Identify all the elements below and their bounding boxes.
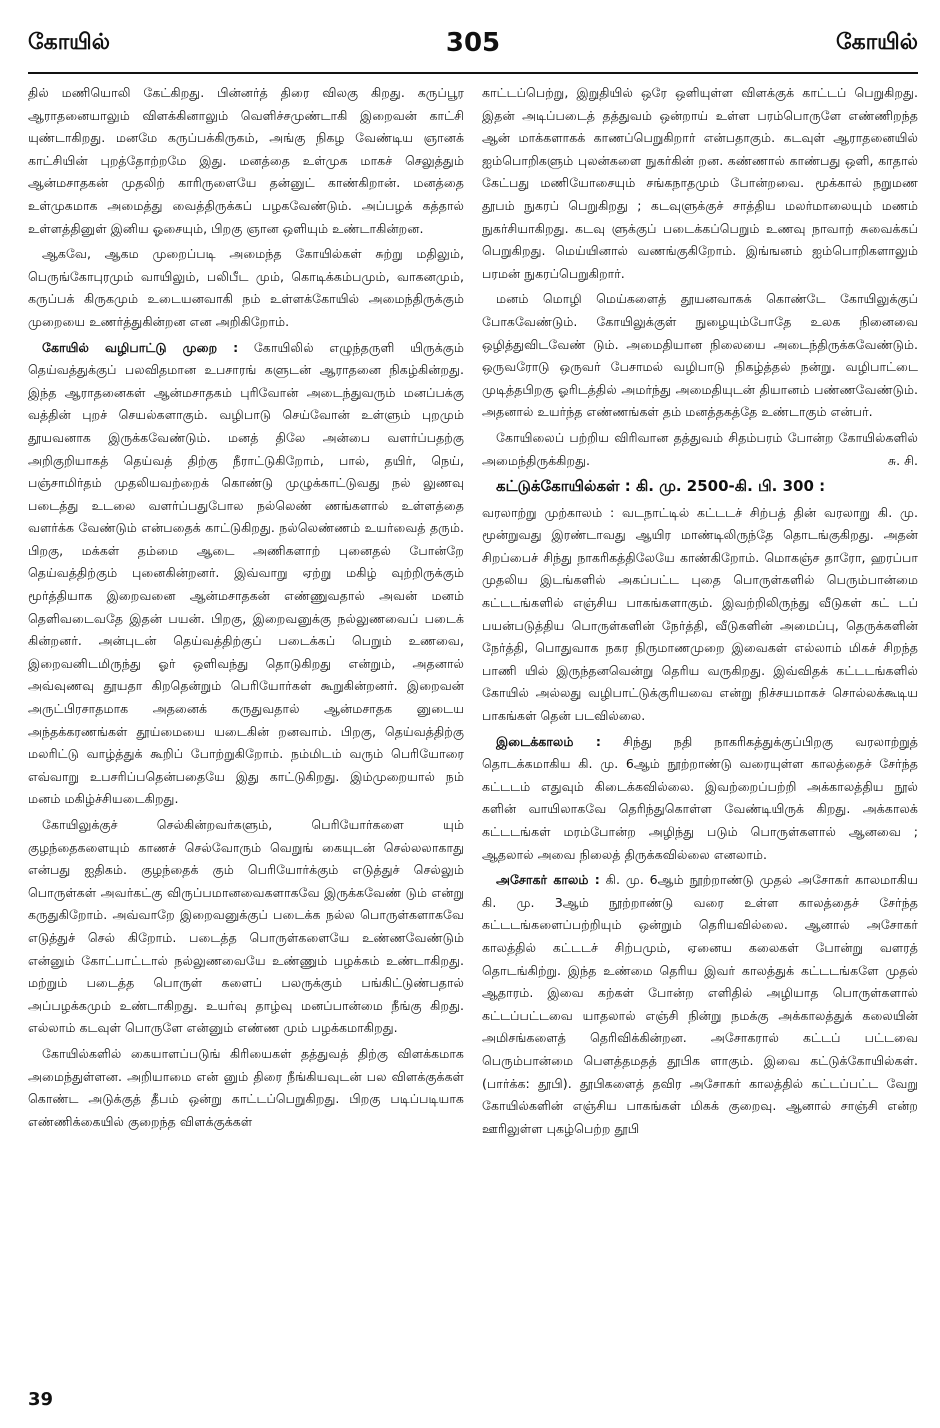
right-column [482, 82, 918, 1370]
middle-period-lead: இடைக்காலம் : [496, 733, 601, 749]
left-paragraph-5: கோயில்களில் கையாளப்படுங் கிரியைகள் தத்துவத் திற்கு விளக்கமாக அமைந்துள்ளன. அறியாமை என் னும் திரை நீங்கியவுடன் பல விளக்குக்கள் கொண்ட அடுக்குத் தீபம் ஒன்று காட்டப்பெறுகிறது. பிறகு படிப்படியாக எண்ணிக்கையில் குறைந்த விளக்குக்கள் [28, 1045, 464, 1129]
worship-method-lead: கோயில் வழிபாட்டு முறை : [42, 339, 239, 355]
left-paragraph-4: கோயிலுக்குச் செல்கின்றவர்களும், பெரியோர்களை யும் குழந்தைகளையும் காணச் செல்வோரும் வெறுங் கையுடன் செல்லலாகாது என்பது ஐதிகம். குழந்தைக் கும் பெரியோர்க்கும் எடுத்துச் செல்லும் பொருள்கள் அவர்கட்கு விருப்பமானவைகளாகவே இருக்கவேண் டும் என்று கருதுகிறோம். அவ்வாறே இறைவனுக்குப் படைக்க நல்ல பொருள்களாகவே எடுத்துச் செல் கிறோம். படைத்த பொருள்களையே உண்ணவேண்டும் என்னும் கோட்பாட்டால் நல்லுணவையே உண்ணும் பழக்கம் உண்டாகிறது. மற்றும் படைத்த பொருள் களைப் பலருக்கும் பங்கிட்டுண்பதால் அப்பழக்கமும் உண்டாகிறது. உயர்வு தாழ்வு மனப்பான்மை நீங்கு கிறது. எல்லாம் கடவுள் பொருளே என்னும் எண்ண மும் பழக்கமாகிறது. [28, 817, 464, 1036]
right-paragraph-1: காட்டப்பெற்று, இறுதியில் ஒரே ஒளியுள்ள விளக்குக் காட்டப் பெறுகிறது. இதன் அடிப்படைத் தத்துவம் ஒன்றாய் உள்ள பரம்பொருளே எண்ணிறந்த ஆன் மாக்களாகக் காணப்பெறுகிறார் என்பதாகும். கடவுள் ஆராதனையில் ஐம்பொறிகளும் புலன்களை நுகர்கின் றன. கண்ணால் காண்பது ஒளி, காதால் கேட்பது மணியோசையும் சங்கநாதமும் போன்றவை. மூக்கால் நறுமண தூபம் நுகரப் பெறுகிறது ; கடவுளுக்குச் சாத்திய மலர்மாலையும் மணம் நுகர்சியாகிறது. கடவு ளுக்குப் படைக்கப்பெறும் உணவு நாவாற் சுவைக்கப் பெறுகிறது. மெய்யினால் வணங்குகிறோம். இங்ஙனம் ஐம்பொறிகளாலும் பரமன் நுகரப்பெறுகிறார். [482, 85, 918, 281]
running-header [28, 28, 918, 74]
left-paragraph-3 [28, 337, 464, 811]
section-heading-dates: கி. மு. 2500-கி. பி. 300 : [630, 477, 826, 496]
right-paragraph-5 [482, 731, 918, 867]
right-paragraph-2: மனம் மொழி மெய்களைத் தூயனவாகக் கொண்டே கோயிலுக்குப் போகவேண்டும். கோயிலுக்குள் நுழையும்போதே உலக நினைவை ஒழித்துவிடவேண் டும். அமைதியான நிலையை அடைந்திருக்கவேண்டும். ஒருவரோடு ஒருவர் பேசாமல் வழிபாடு நிகழ்த்தல் நன்று. வழிபாட்டை முடித்தபிறகு ஓரிடத்தில் அமர்ந்து அமைதியுடன் தியானம் பண்ணவேண்டும். அதனால் உயர்ந்த எண்ணங்கள் தம் மனத்தகத்தே உண்டாகும் என்பர். [482, 291, 918, 420]
header-right-title: கோயில் [835, 30, 918, 55]
left-column [28, 82, 464, 1370]
right-paragraph-3 [482, 427, 918, 472]
folio-number: 39 [28, 1389, 54, 1410]
right-paragraph-6-text: கி. மு. 6ஆம் நூற்றாண்டு முதல் அசோகர் காலமாகிய கி. மு. 3ஆம் நூற்றாண்டு வரை உள்ள காலத்தைச் சேர்ந்த கட்டடங்களைப்பற்றியும் ஒன்றும் தெரியவில்லை. ஆனால் அசோகர் காலத்தில் கட்டடச் சிற்பமும், ஏனைய கலைகள் போன்று வளரத் தொடங்கிற்று. இந்த உண்மை தெரிய இவர் காலத்துக் கட்டடங்களே முதல் ஆதாரம். இவை கற்கள் போன்ற எளிதில் அழியாத பொருள்களால் கட்டப்பட்டவை யாதலால் எஞ்சி நின்று நமக்கு அக்காலத்துக் கலையின் அமிசங்களைத் தெரிவிக்கின்றன. அசோகரால் கட்டப் பட்டவை பெரும்பான்மை பௌத்தமதத் தூபிக ளாகும். இவை கட்டுக்கோயில்கள். (பார்க்க: தூபி). தூபிகளைத் தவிர அசோகர் காலத்தில் கட்டப்பட்ட வேறு கோயில்களின் எஞ்சிய பாகங்கள் மிகக் குறைவு. ஆனால் சாஞ்சி என்ற ஊரிலுள்ள புகழ்பெற்ற தூபி [482, 872, 918, 1136]
page-number: 305 [445, 28, 501, 58]
right-paragraph-6 [482, 869, 918, 1140]
left-paragraph-3-text: கோயிலில் எழுந்தருளி யிருக்கும் தெய்வத்துக்குப் பலவிதமான உபசாரங் களுடன் ஆராதனை நிகழ்கின்றது. இந்த ஆராதனைகள் ஆன்மசாதகம் புரிவோன் அடைந்துவரும் மனப்பக்கு வத்தின் புறச் செயல்களாகும். வழிபாடு செய்வோன் உள்ளும் புறமும் தூயவனாக இருக்கவேண்டும். மனத் திலே அன்பை வளர்ப்பதற்கு அறிகுறியாகத் தெய்வத் திற்கு நீராட்டுகிறோம், பால், தயிர், நெய், பஞ்சாமிர்தம் முதலியவற்றைக் கொண்டு முழுக்காட்டுவது நல் லுணவு படைத்து உடலை வளர்ப்பதுபோல நல்லெண் ணங்களால் உள்ளத்தை வளர்க்க வேண்டும் என்பதைக் காட்டுகிறது. நல்லெண்ணம் உயர்வைத் தரும். பிறகு, மக்கள் தம்மை ஆடை அணிகளாற் புனைதல் போன்றே தெய்வத்திற்கும் புனைகின்றனர். இவ்வாறு ஏற்று மகிழ் வுற்றிருக்கும் மூர்த்தியாக இறைவனை ஆன்மசாதகன் எண்ணுவதால் அவன் மனம் தெளிவடைவதே இதன் பயன். பிறகு, இறைவனுக்கு நல்லுணவைப் படைக் கின்றனர். அன்புடன் தெய்வத்திற்குப் படைக்கப் பெறும் உணவை, இறைவனிடமிருந்து ஓர் ஒளிவந்து தொடுகிறது என்றும், அதனால் அவ்வுணவு தூயதா கிறதென்றும் பெரியோர்கள் கூறுகின்றனர். இறைவன் அருட்பிரசாதமாக அதனைக் கருதுவதால் ஆன்மசாதக னுடைய அந்தக்கரணங்கள் தூய்மையை யடைகின் றனவாம். பிறகு, தெய்வத்திற்கு மலரிட்டு வாழ்த்துக் கூறிப் போற்றுகிறோம். நம்மிடம் வரும் பெரியோரை எவ்வாறு உபசரிப்பதென்பதையே இது காட்டுகிறது. இம்முறையால் நம் மனம் மகிழ்ச்சியடைகிறது. [28, 339, 464, 807]
author-initials: சு. சி. [887, 452, 918, 468]
section-heading-title: கட்டுக்கோயில்கள் : [496, 477, 631, 496]
section-heading [482, 475, 918, 499]
right-paragraph-4: வரலாற்று முற்காலம் : வடநாட்டில் கட்டடச் சிற்பத் தின் வரலாறு கி. மு. மூன்றுவது இரண்டாவது ஆயிர மாண்டிலிருந்தே தொடங்குகிறது. அதன் சிறப்பைச் சிந்து நாகரிகத்திலேயே காண்கிறோம். மொகஞ்ச தாரோ, ஹரப்பா முதலிய இடங்களில் அகப்பட்ட புதை பொருள்களில் பெரும்பான்மை கட்டடங்களில் எஞ்சிய பாகங்களாகும். இவற்றிலிருந்து வீடுகள் கட் டப் பயன்படுத்திய பொருள்களின் நேர்த்தி, வீடுகளின் அமைப்பு, தெருக்களின் நேர்த்தி, பொதுவாக நகர நிருமாணமுறை இவைகள் எல்லாம் மிகச் சிறந்த பாணி யில் இருந்தனவென்று தெரிய வருகிறது. இவ்விதக் கட்டடங்களில் கோயில் அல்லது வழிபாட்டுக்குரியவை என்று நிச்சயமாகச் சொல்லக்கூடிய பாகங்கள் தென் படவில்லை. [482, 504, 918, 724]
left-paragraph-2: ஆகவே, ஆகம முறைப்படி அமைந்த கோயில்கள் சுற்று மதிலும், பெருங்கோபுரமும் வாயிலும், பலிபீட மும், கொடிக்கம்பமும், வாகனமும், கருப்பக் கிருகமும் உடையனவாகி நம் உள்ளக்கோயில் அமைந்திருக்கும் முறையை உணர்த்துகின்றன என அறிகிறோம். [28, 246, 464, 329]
ashoka-period-lead: அசோகர் காலம் : [496, 872, 600, 888]
right-paragraph-5-text: சிந்து நதி நாகரிகத்துக்குப்பிறகு வரலாற்றுத் தொடக்கமாகிய கி. மு. 6ஆம் நூற்றாண்டு வரையுள்ள காலத்தைச் சேர்ந்த கட்டடம் எதுவும் கிடைக்கவில்லை. இவற்றைப்பற்றி அக்காலத்திய நூல் களின் வாயிலாகவே தெரிந்துகொள்ள வேண்டியிருக் கிறது. அக்காலக் கட்டடங்கள் மரம்போன்ற அழிந்து படும் பொருள்களால் ஆனவை ; ஆதலால் அவை நிலைத் திருக்கவில்லை எனலாம். [482, 733, 918, 862]
left-paragraph-1: தில் மணியொலி கேட்கிறது. பின்னர்த் திரை விலகு கிறது. கருப்பூர ஆராதனையாலும் விளக்கினாலும் வெளிச்சமுண்டாகி இறைவன் காட்சி யுண்டாகிறது. மனமே கருப்பக்கிருகம், அங்கு நிகழ வேண்டிய ஞானக் காட்சியின் புறத்தோற்றமே இது. மனத்தை உள்முக மாகச் செலுத்தும் ஆன்மசாதகன் முதலிற் காரிருளையே தன்னுட் காண்கிறான். மனத்தை உள்முகமாக அமைத்து வைத்திருக்கப் பழகவேண்டும். அப்பழக் கத்தால் உள்ளத்தினுள் இனிய ஓசையும், பிறகு ஞான ஒளியும் உண்டாகின்றன. [28, 85, 464, 236]
header-left-title: கோயில் [28, 30, 111, 55]
text-columns [28, 82, 918, 1370]
right-paragraph-3-text: கோயிலைப் பற்றிய விரிவான தத்துவம் சிதம்பரம் போன்ற கோயில்களில் அமைந்திருக்கிறது. [482, 429, 918, 468]
